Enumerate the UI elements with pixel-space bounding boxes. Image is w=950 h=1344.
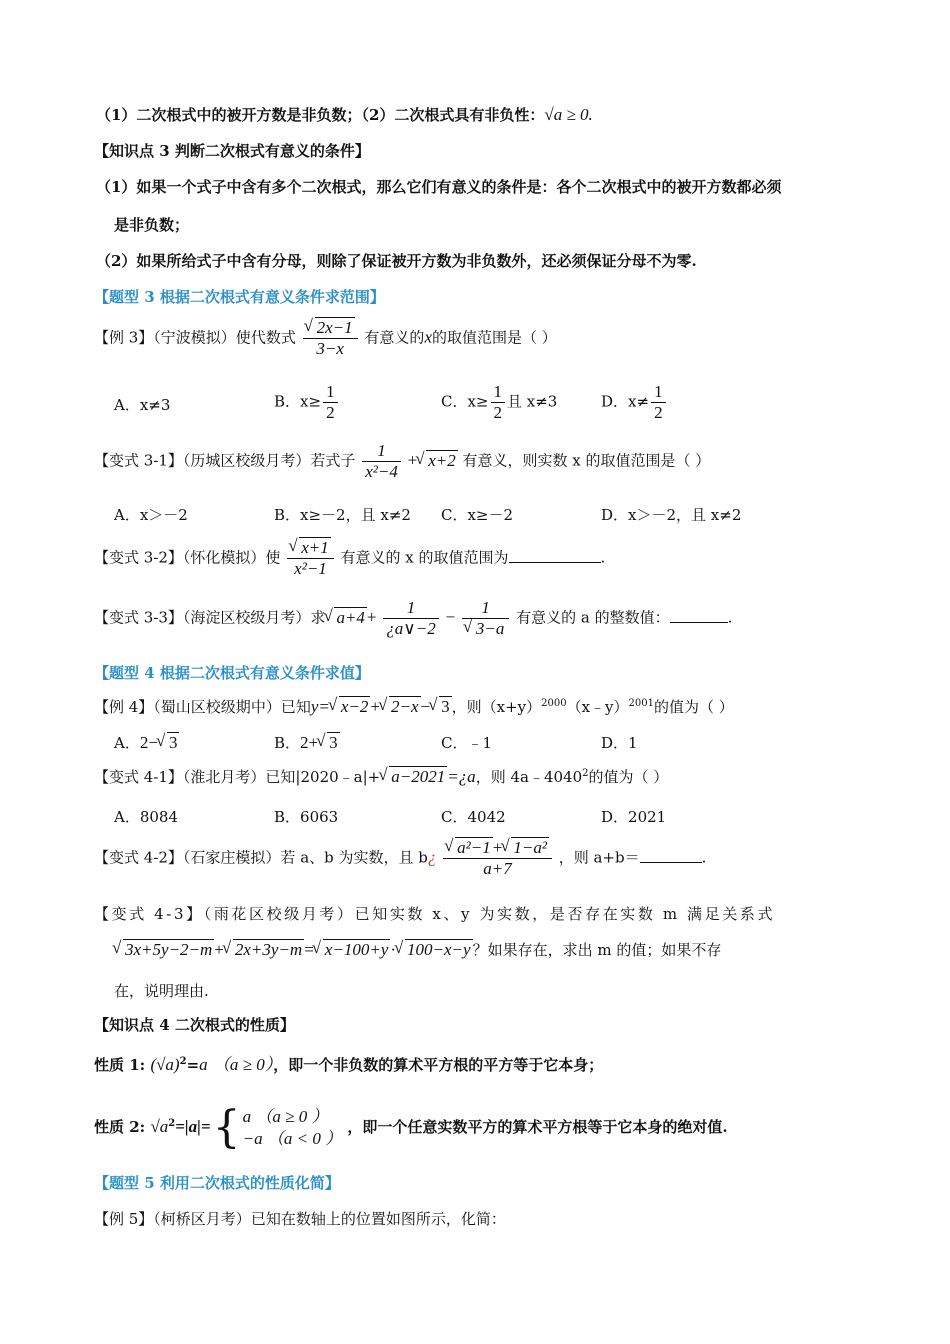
v31-option-c: C．x≥－2: [441, 506, 514, 524]
variant-3-3: 【变式 3-3】（海淀区校级月考）求√ a+4 + $\frac{1}{¿a\vee-2}$ − 1 √ 3−a 有意义的 a 的整数值： .: [94, 598, 950, 639]
left-brace: {: [212, 1102, 241, 1153]
k3-paragraph-1a: （1）如果一个式子中含有多个二次根式，那么它们有意义的条件是：各个二次根式中的被开方数都必须: [96, 178, 782, 196]
v31-option-b: B．x≥－2，且 x≠2: [274, 506, 411, 524]
variant-4-3-line3: 在，说明理由.: [114, 982, 209, 1000]
ex3-option-a: A．x≠3: [114, 396, 171, 414]
v41-option-c: C．4042: [441, 808, 506, 826]
ex3-option-c: C．x≥ $\frac{1}{2}$ 且 x≠3: [441, 382, 558, 422]
v41-option-d: D．2021: [601, 808, 667, 826]
ex3-fraction: √ $\frac{2x-1}{3-x}$: [303, 318, 358, 359]
variant-3-2: 【变式 3-2】（怀化模拟）使 √ $\frac{x+1}{\text{x²−1}}$ 有意义的 x 的取值范围为 .: [94, 538, 950, 579]
variant-4-2: 【变式 4-2】（石家庄模拟）若 a、b 为实数，且 b¿ √ $\frac{\text{a²−1 +√ 1−a²}}{a+7}$ ，则 a+b＝ .: [94, 838, 950, 879]
t4-title: 【题型 4 根据二次根式有意义条件求值】: [94, 664, 370, 682]
ex4-option-b: B．2+√ 3: [274, 732, 340, 753]
example-3: 【例 3】（宁波模拟）使代数式 √ $\frac{2x-1}{3-x}$ 有意义的x的取值范围是（ ）: [94, 318, 950, 359]
answer-blank[interactable]: [670, 622, 728, 623]
t3-title: 【题型 3 根据二次根式有意义条件求范围】: [94, 288, 385, 306]
v31-option-a: A．x＞－2: [114, 506, 188, 524]
v41-option-b: B．6063: [274, 808, 339, 826]
example-4: 【例 4】（蜀山区校级期中）已知y=√ x−2 +√ 2−x −√ 3 ，则$(x+y)^{2000}(x﹣y)^{2001}$的值为（ ）: [94, 696, 950, 717]
variant-4-3-line1: 【变式 4-3】（雨花区校级月考）已知实数 x、y 为实数，是否存在实数 m 满足关系式: [94, 905, 776, 923]
property-2: 性质 2: $√a^2=|a|=${ a （a ≥ 0 ） −a （a < 0 ） ，即一个任意实数平方的算术平方根等于它本身的绝对值.: [94, 1102, 728, 1153]
ex3-option-d: D．x≠ $\frac{1}{2}$: [601, 382, 668, 423]
t5-title: 【题型 5 利用二次根式的性质化简】: [94, 1174, 340, 1192]
k4-title: 【知识点 4 二次根式的性质】: [94, 1016, 295, 1034]
k3-title: 【知识点 3 判断二次根式有意义的条件】: [94, 142, 370, 160]
ex3-option-b: B．x≥ $\frac{1}{2}$: [274, 382, 340, 423]
variant-4-1: 【变式 4-1】（淮北月考）已知|2020﹣a|+√ a−2021 =¿a，则 4a﹣4040$^2$的值为（ ）: [94, 766, 950, 787]
variant-3-1: 【变式 3-1】（历城区校级月考）若式子 $\frac{1}{\text{x²−4}}$ +√ x+2 有意义，则实数 x 的取值范围是（ ）: [94, 441, 950, 482]
k2-properties: （1）二次根式中的被开方数是非负数；（2）二次根式具有非负性：√a ≥ 0.: [96, 105, 593, 124]
ex4-option-a: A．2−√ 3: [114, 732, 179, 753]
ex4-option-d: D．1: [601, 734, 638, 752]
ex4-option-c: C．﹣1: [441, 734, 493, 752]
property-1: 性质 1: $(√a)^2=a$ （a ≥ 0），即一个非负数的算术平方根的平方等于它本身；: [94, 1055, 604, 1074]
variant-4-3-line2: √ 3x+5y−2−m +√ 2x+3y−m =√ x−100+y ·√ 100−x−y ？如果存在，求出 m 的值；如果不存: [114, 939, 950, 960]
answer-blank[interactable]: [509, 562, 601, 563]
k3-paragraph-2: （2）如果所给式子中含有分母，则除了保证被开方数为非负数外，还必须保证分母不为零.: [96, 252, 697, 270]
v41-option-a: A．8084: [114, 808, 179, 826]
v31-option-d: D．x＞－2，且 x≠2: [601, 506, 742, 524]
example-5: 【例 5】（柯桥区月考）已知在数轴上的位置如图所示，化简：: [94, 1210, 506, 1228]
k3-paragraph-1b: 是非负数；: [114, 216, 190, 234]
answer-blank[interactable]: [640, 862, 702, 863]
